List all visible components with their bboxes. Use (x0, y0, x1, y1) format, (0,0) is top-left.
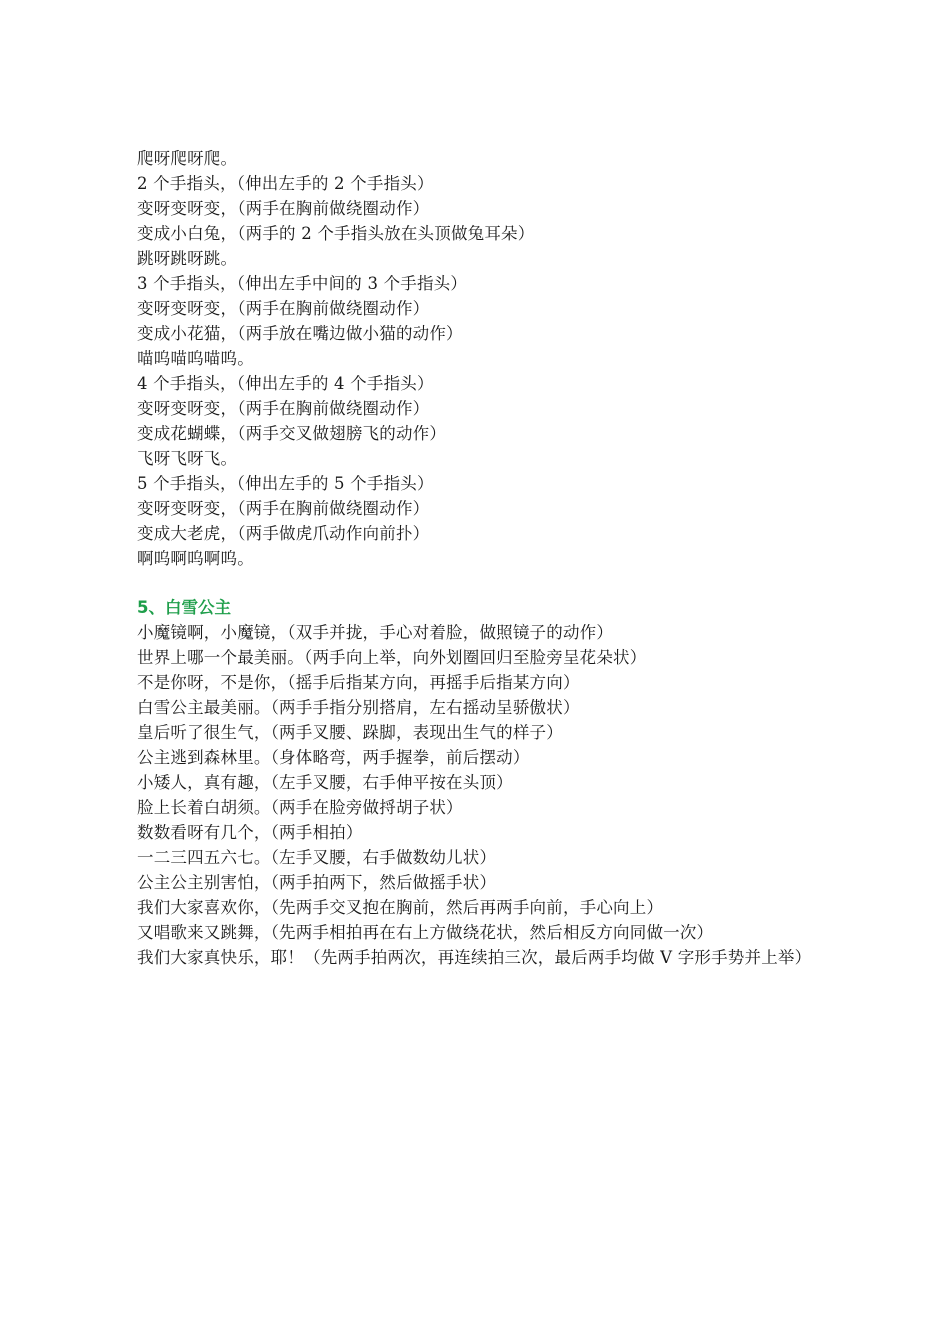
text-line: 变呀变呀变，（两手在胸前做绕圈动作） (137, 299, 430, 318)
text-line: 我们大家喜欢你，（先两手交叉抱在胸前，然后再两手向前，手心向上） (137, 898, 664, 917)
text-line: 啊呜啊呜啊呜。 (137, 549, 254, 568)
section-heading: 5、白雪公主 (137, 598, 231, 617)
text-line: 2 个手指头，（伸出左手的 2 个手指头） (137, 174, 434, 193)
text-line: 我们大家真快乐，耶！（先两手拍两次，再连续拍三次，最后两手均做 V 字形手势并上举） (137, 948, 812, 967)
text-line: 又唱歌来又跳舞，（先两手相拍再在右上方做绕花状，然后相反方向同做一次） (137, 923, 714, 942)
text-line: 变成大老虎，（两手做虎爪动作向前扑） (137, 524, 430, 543)
section-spacer (137, 571, 877, 595)
text-line: 变成花蝴蝶，（两手交叉做翅膀飞的动作） (137, 424, 447, 443)
text-line: 公主公主别害怕，（两手拍两下，然后做摇手状） (137, 873, 497, 892)
text-line: 不是你呀，不是你，（摇手后指某方向，再摇手后指某方向） (137, 673, 580, 692)
text-line: 变呀变呀变，（两手在胸前做绕圈动作） (137, 399, 430, 418)
text-line: 跳呀跳呀跳。 (137, 249, 238, 268)
text-line: 飞呀飞呀飞。 (137, 449, 238, 468)
text-line: 公主逃到森林里。（身体略弯，两手握拳，前后摆动） (137, 748, 530, 767)
text-line: 4 个手指头，（伸出左手的 4 个手指头） (137, 374, 434, 393)
text-line: 变呀变呀变，（两手在胸前做绕圈动作） (137, 499, 430, 518)
text-line: 小矮人，真有趣，（左手叉腰，右手伸平按在头顶） (137, 773, 513, 792)
text-line: 一二三四五六七。（左手叉腰，右手做数幼儿状） (137, 848, 497, 867)
text-line: 世界上哪一个最美丽。（两手向上举，向外划圈回归至脸旁呈花朵状） (137, 648, 647, 667)
text-line: 脸上长着白胡须。（两手在脸旁做捋胡子状） (137, 798, 463, 817)
text-line: 小魔镜啊，小魔镜，（双手并拢，手心对着脸，做照镜子的动作） (137, 623, 614, 642)
text-line: 3 个手指头，（伸出左手中间的 3 个手指头） (137, 274, 468, 293)
section-snow-white (137, 595, 877, 970)
text-line: 变呀变呀变，（两手在胸前做绕圈动作） (137, 199, 430, 218)
text-line: 喵呜喵呜喵呜。 (137, 349, 254, 368)
text-line: 白雪公主最美丽。（两手手指分别搭肩，左右摇动呈骄傲状） (137, 698, 580, 717)
section-finger-rhyme (137, 146, 877, 571)
text-line: 爬呀爬呀爬。 (137, 149, 238, 168)
document-page (137, 146, 877, 970)
text-line: 皇后听了很生气，（两手叉腰、跺脚，表现出生气的样子） (137, 723, 563, 742)
text-line: 5 个手指头，（伸出左手的 5 个手指头） (137, 474, 434, 493)
text-line: 变成小白兔，（两手的 2 个手指头放在头顶做兔耳朵） (137, 224, 535, 243)
text-line: 数数看呀有几个，（两手相拍） (137, 823, 363, 842)
text-line: 变成小花猫，（两手放在嘴边做小猫的动作） (137, 324, 463, 343)
